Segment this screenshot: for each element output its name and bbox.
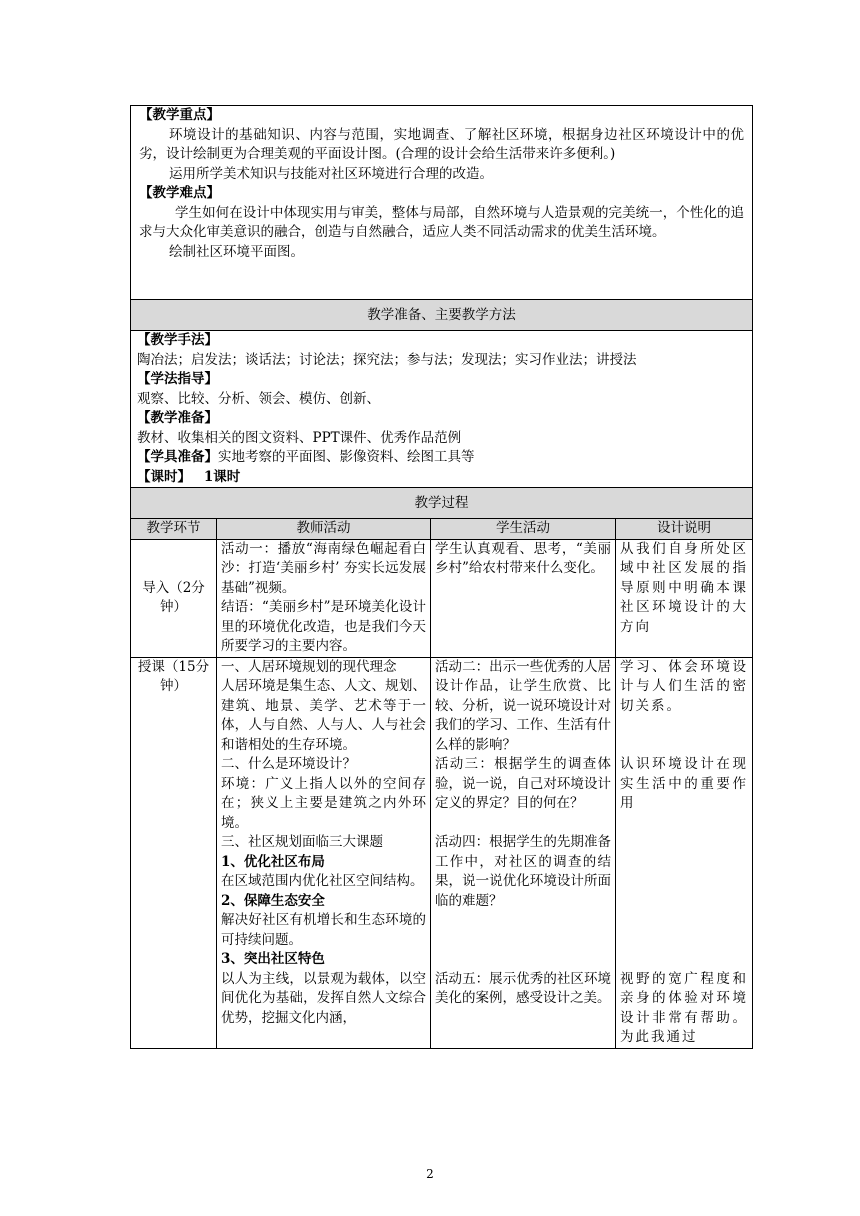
spacer (435, 911, 611, 970)
student-prep-line (137, 448, 746, 468)
lecture-note-cell (616, 657, 753, 1048)
guide-heading: 【学法指导】 (137, 371, 218, 387)
focus-heading: 【教学重点】 (139, 107, 220, 123)
student-prep-heading: 【学具准备】 (137, 449, 218, 465)
lecture-student-cell (431, 657, 616, 1048)
lecture-teacher-4: 环境：广义上指人以外的空间存在；狭义上主要是建筑之内外环境。 (221, 775, 426, 831)
lecture-teacher-8: 2、保障生态安全 (221, 892, 325, 909)
prep-row (131, 331, 753, 488)
teacher-prep-heading: 【教学准备】 (137, 410, 218, 426)
lecture-teacher-6: 1、优化社区布局 (221, 853, 325, 870)
hours-text: 1课时 (203, 468, 241, 485)
intro-row (131, 539, 753, 657)
lecture-note-2: 认识环境设计在现实生活中的重要作用 (620, 756, 748, 811)
lecture-student-3: 活动四：根据学生的先期准备工作中，对社区的调查的结果，说一说优化环境设计所面临的难题？ (435, 834, 611, 909)
lecture-student-4: 活动五：展示优秀的社区环境美化的案例，感受设计之美。 (435, 970, 611, 1006)
intro-teacher-conclusion: 结语：“美丽乡村”是环境美化设计里的环境优化改造，也是我们今天所要学习的主要内容。 (221, 599, 426, 654)
lecture-teacher-cell (217, 657, 431, 1048)
lecture-student-1: 活动二：出示一些优秀的人居设计作品，让学生欣赏、比较、分析，说一说环境设计对我们的学习、工作、生活有什么样的影响？ (435, 658, 611, 753)
spacer (620, 716, 748, 755)
intro-student-cell (431, 539, 616, 657)
teacher-prep-text: 教材、收集相关的图文资料、PPT课件、优秀作品范例 (137, 429, 462, 446)
process-section-row (131, 488, 753, 519)
hours-heading: 【课时】 (137, 468, 191, 485)
lecture-teacher-10: 3、突出社区特色 (221, 951, 325, 967)
lecture-teacher-9: 解决好社区有机增长和生态环境的可持续问题。 (221, 912, 426, 948)
student-prep-text: 实地考察的平面图、影像资料、绘图工具等 (218, 449, 475, 465)
intro-design-note: 从我们自身所处区域中社区发展的指导原则中明确本课社区环境设计的大方向 (620, 540, 748, 635)
prep-section-row (131, 300, 753, 331)
lecture-row (131, 657, 753, 1048)
column-header-student: 学生活动 (431, 519, 616, 540)
lecture-teacher-3: 二、什么是环境设计？ (221, 756, 356, 772)
lecture-teacher-5: 三、社区规划面临三大课题 (221, 834, 383, 850)
process-header-row (131, 519, 753, 540)
process-section-title: 教学过程 (131, 488, 753, 519)
lecture-teacher-7: 在区域范围内优化社区空间结构。 (221, 873, 424, 889)
intro-teacher-cell (217, 539, 431, 657)
focus-difficulty-cell (131, 106, 753, 300)
lesson-plan-table (130, 105, 753, 1049)
difficulty-paragraph-1: 学生如何在设计中体现实用与审美，整体与局部，自然环境与人造景观的完美统一，个性化的追求与大众化审美意识的融合，创造与自然融合，适应人类不同活动需求的优美生活环境。 (139, 204, 744, 240)
lecture-teacher-1: 一、人居环境规划的现代理念 (221, 658, 397, 675)
guide-text: 观察、比较、分析、领会、模仿、创新、 (137, 390, 380, 407)
methods-text: 陶冶法；启发法；谈话法；讨论法；探究法；参与法；发现法；实习作业法；讲授法 (137, 351, 637, 368)
column-header-stage: 教学环节 (131, 519, 217, 540)
intro-stage-cell (131, 539, 217, 657)
focus-difficulty-row (131, 106, 753, 300)
page-number: 2 (426, 1167, 434, 1181)
lecture-note-1: 学习、体会环境设计与人们生活的密切关系。 (620, 658, 748, 714)
focus-paragraph-1: 环境设计的基础知识、内容与范围，实地调查、了解社区环境，根据身边社区环境设计中的优劣，设计绘制更为合理美观的平面设计图。(合理的设计会给生活带来许多便利。) (139, 126, 744, 162)
lecture-teacher-11: 以人为主线，以景观为载体，以空间优化为基础，发挥自然人文综合优势，挖掘文化内涵， (221, 970, 426, 1026)
column-header-teacher: 教师活动 (217, 519, 431, 540)
column-header-note: 设计说明 (616, 519, 753, 540)
lecture-teacher-2: 人居环境是集生态、人文、规划、建筑、地景、美学、艺术等于一体，人与自然、人与人、人与社会和谐相处的生存环境。 (221, 678, 426, 753)
intro-teacher-activity: 活动一：播放“海南绿色崛起看白沙：打造‘美丽乡村’ 夯实长远发展基础”视频。 (221, 540, 426, 596)
intro-stage: 导入（2分钟） (142, 579, 205, 615)
lecture-note-3: 视野的宽广程度和亲身的体验对环境设计非常有帮助。为此我通过 (620, 970, 748, 1045)
prep-cell (131, 331, 753, 488)
methods-heading: 【教学手法】 (137, 332, 218, 348)
lecture-stage: 授课（15分钟） (137, 658, 210, 694)
difficulty-paragraph-2: 绘制社区环境平面图。 (169, 243, 304, 260)
focus-paragraph-2: 运用所学美术知识与技能对社区环境进行合理的改造。 (169, 165, 493, 182)
intro-note-cell (616, 539, 753, 657)
spacer (435, 814, 611, 834)
spacer (620, 814, 748, 970)
lecture-stage-cell (131, 657, 217, 1048)
difficulty-heading: 【教学难点】 (139, 185, 220, 201)
lecture-student-2: 活动三：根据学生的调查体验，说一说，自己对环境设计定义的界定？目的何在？ (435, 756, 611, 811)
intro-student-activity: 学生认真观看、思考，“美丽乡村”给农村带来什么变化。 (435, 540, 611, 576)
hours-line (137, 468, 746, 488)
prep-section-title: 教学准备、主要教学方法 (131, 300, 753, 331)
